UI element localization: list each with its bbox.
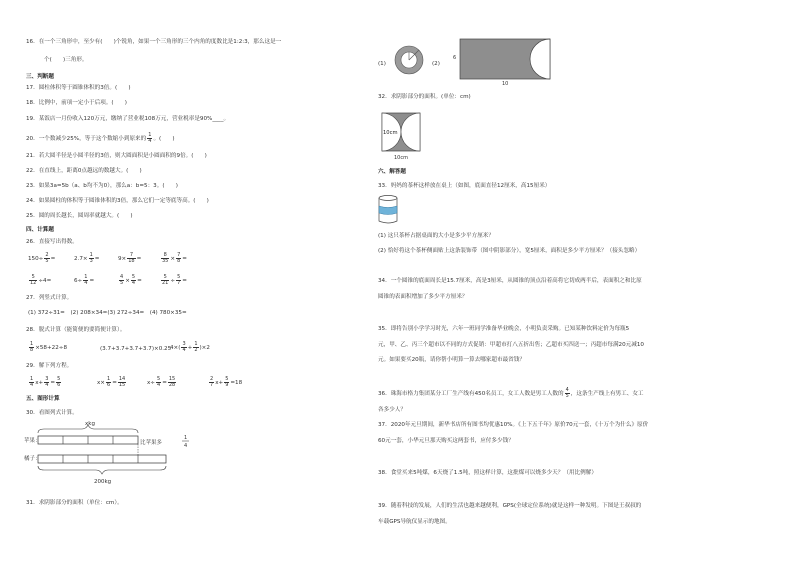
q28-c-text2: + xyxy=(187,345,193,351)
q26-r2-a-eq: ÷4= xyxy=(38,278,52,284)
fraction xyxy=(56,377,61,388)
q29-c-eq: = xyxy=(162,380,167,386)
q21: 21．若大圆半径是小圆半径的3倍，则大圆面积是小圆面积的9倍。( ) xyxy=(26,153,207,159)
fraction-num: 14 xyxy=(118,376,126,382)
fraction-den: 7 xyxy=(177,280,181,286)
q30-diagram xyxy=(24,420,199,488)
rect-semicircle-figure xyxy=(452,37,556,85)
q25: 25．圆的周长越长，圆周率就越大。( ) xyxy=(26,213,133,219)
fraction xyxy=(161,253,169,264)
fraction xyxy=(176,275,181,286)
fraction xyxy=(118,377,126,388)
q29-d-eq: =18 xyxy=(230,380,243,386)
fraction xyxy=(565,388,570,399)
fraction-num: 1 xyxy=(89,252,93,258)
q33: 33．妈妈的茶杯这样放在桌上（如图，底面直径12厘米，高15厘米） xyxy=(378,183,551,189)
q26-r1-b xyxy=(74,253,99,264)
q37-line2: 60元一套，小华元旦那天购买这两套书，应付多少钱？ xyxy=(378,438,514,444)
fraction-den: 4 xyxy=(84,280,88,286)
q26-r2-c xyxy=(118,275,142,286)
q28-c xyxy=(170,342,210,353)
fraction xyxy=(127,253,135,264)
fraction xyxy=(89,253,94,264)
fraction-num: 7 xyxy=(177,252,181,258)
xkg-label: xkg xyxy=(85,421,95,427)
q29-a-text: x+ xyxy=(35,380,44,386)
q36-line1 xyxy=(378,388,644,399)
q36-text-a: 36．珠海市格力集团某分工厂生产线有450名员工，女工人数是男工人数的 xyxy=(378,391,564,397)
q29-b-text: x× xyxy=(97,380,105,386)
fraction-den: 35 xyxy=(162,258,169,264)
more-label: 比苹果多 xyxy=(140,440,163,446)
q28-a xyxy=(28,342,67,353)
q26-r1-c-text: 9× xyxy=(118,256,127,262)
fraction-den: 21 xyxy=(162,280,169,286)
fraction xyxy=(168,377,176,388)
q26-r2-d-eq: = xyxy=(182,278,187,284)
figure-1-label: (1) xyxy=(378,61,386,67)
width-label: 10 xyxy=(502,81,509,85)
q26-r2-a xyxy=(28,275,51,286)
fraction-den: 18 xyxy=(128,258,135,264)
fraction-num: 5 xyxy=(131,274,136,280)
q35-line2: 元，甲、乙、丙三个超市以不同的方式促销：甲超市打八五折出售；乙超市买四送一；丙超市每满20元减10 xyxy=(378,342,644,348)
fraction-num: 8 xyxy=(161,253,169,259)
fraction-den: 4 xyxy=(30,382,34,388)
q17: 17．圆柱体积等于圆锥体积的3倍。( ) xyxy=(26,85,131,91)
fraction xyxy=(161,275,169,286)
orange-label: 橘子： xyxy=(24,456,41,462)
q26-r2-c-op: × xyxy=(125,278,130,284)
q27: 27．列竖式计算。 xyxy=(26,295,73,301)
fraction-num: 5 xyxy=(29,275,37,281)
section-6-title: 六、解答题 xyxy=(378,169,406,175)
fraction-num: 4 xyxy=(120,274,124,280)
q22: 22．在直线上，距离0点越远的数越大。( ) xyxy=(26,168,142,174)
q20 xyxy=(26,133,175,144)
q26-r2-b-eq: = xyxy=(89,278,95,284)
fraction-den: 4 xyxy=(157,382,161,388)
q20-fraction xyxy=(147,133,152,144)
fraction-den: 8 xyxy=(177,258,181,264)
fraction-num: 7 xyxy=(127,253,135,259)
q36-line2: 各多少人？ xyxy=(378,407,406,413)
fraction-num: 15 xyxy=(168,376,176,382)
q29-d-text: x+ xyxy=(215,380,224,386)
fraction xyxy=(106,377,111,388)
fraction-den: 4 xyxy=(45,382,49,388)
ring-figure xyxy=(393,44,425,76)
q39-line1: 39．随着科技的发展，人们的生活也越来越便利，GPS(全球定位系统)就是这样一种发明。下图是王叔叔的 xyxy=(378,503,642,509)
q26-r2-d xyxy=(160,275,187,286)
fraction-num: 1 xyxy=(30,341,34,347)
fraction-den: 28 xyxy=(168,382,176,388)
q35-line3: 元。如果要买20瓶，请你帮小明算一算去哪家超市最省钱？ xyxy=(378,357,525,363)
q28: 28．脱式计算（能简便的要简便计算）。 xyxy=(26,327,126,333)
fraction xyxy=(193,342,198,353)
q30: 30．看图列式计算。 xyxy=(26,410,78,416)
q28-c-text1: 4×( xyxy=(170,345,181,351)
square-width-label: 10cm xyxy=(394,155,408,161)
q26-r2-b-text: 6÷ xyxy=(74,278,83,284)
q39-line2: 车载GPS导航仪显示的地图。 xyxy=(378,519,451,525)
height-label: 6 xyxy=(453,55,457,61)
q29-a xyxy=(28,377,62,388)
fraction-den: 4 xyxy=(131,280,136,286)
section-5-title: 五、图形计算 xyxy=(26,396,60,402)
fraction xyxy=(29,377,34,388)
fraction xyxy=(44,377,49,388)
fraction xyxy=(131,275,136,286)
fraction-den: 8 xyxy=(30,347,34,353)
fraction-num: 2 xyxy=(45,252,49,258)
q28-b: (3.7+3.7+3.7+3.7)×0.25 xyxy=(100,346,172,352)
q20-fraction-den: 4 xyxy=(148,138,152,144)
fraction-den: 4 xyxy=(182,347,186,353)
fraction-den: 15 xyxy=(118,382,126,388)
q27-items: (1) 372÷31= (2) 208×34=(3) 272÷34= (4) 780×35= xyxy=(28,310,187,316)
q32: 32．求阴影部分的面积。(单位：cm) xyxy=(378,94,471,100)
q35-line1: 35．即将告别小学学习时光，六年一班同学准备毕业晚会，小明负责采购。已知某种饮料定价为每瓶5 xyxy=(378,326,630,332)
q26-r2-d-op: ÷ xyxy=(170,278,176,284)
q28-a-text: ×58+22÷8 xyxy=(35,345,68,351)
fraction-num: 1 xyxy=(107,376,111,382)
q33-part1: (1) 这只茶杯占据桌面的大小是多少平方厘米？ xyxy=(378,233,494,239)
q26-r1-d xyxy=(160,253,187,264)
q26-r1-b-eq: = xyxy=(94,256,100,262)
fraction-num: 2 xyxy=(210,376,214,382)
q26: 26．直接写出得数。 xyxy=(26,239,78,245)
fraction xyxy=(29,342,34,353)
fraction-den: 6 xyxy=(107,382,111,388)
q26-r1-d-eq: = xyxy=(182,256,187,262)
fraction xyxy=(176,253,181,264)
q26-r2-b xyxy=(74,275,94,286)
fraction-den: 12 xyxy=(30,280,37,286)
q31: 31．求阴影部分的面积（单位：cm）。 xyxy=(26,500,123,506)
fraction-num: 1 xyxy=(30,376,34,382)
apple-label: 苹果： xyxy=(24,438,41,444)
cup-figure xyxy=(376,194,400,226)
fraction xyxy=(29,275,37,286)
q26-r1-a xyxy=(28,253,55,264)
q29-a-eq: = xyxy=(50,380,56,386)
fraction-num: 3 xyxy=(182,341,186,347)
q29-d xyxy=(208,377,242,388)
q20-text-b: 。( ) xyxy=(153,136,175,142)
square-height-label: 10cm xyxy=(383,130,398,136)
fraction-den: 3 xyxy=(89,258,93,264)
more-fraction-num: 1 xyxy=(184,435,188,441)
q16-line1: 16．在一个三角形中，至少有( )个锐角，如果一个三角形的三个内角的度数比是1:2:3，那么这是一 xyxy=(26,39,282,45)
q29-b xyxy=(97,377,127,388)
fraction-den: 5 xyxy=(565,393,569,399)
q34-line1: 34．一个圆锥的底面周长是15.7厘米，高是3厘米，从圆锥的顶点沿着高将它切成两半后，表面积之和比原 xyxy=(378,278,642,284)
fraction-den: 9 xyxy=(225,382,229,388)
fraction xyxy=(119,275,124,286)
orange-bar xyxy=(38,455,166,463)
figure-2-label: (2) xyxy=(432,61,440,67)
q26-r1-b-text: 2.7× xyxy=(74,256,88,262)
q29-b-eq: = xyxy=(112,380,117,386)
section-4-title: 四、计算题 xyxy=(26,227,54,233)
fraction xyxy=(44,253,49,264)
fraction-num: 5 xyxy=(57,376,61,382)
q26-r1-c xyxy=(118,253,141,264)
fraction xyxy=(83,275,88,286)
fraction-num: 5 xyxy=(225,376,229,382)
fraction xyxy=(209,377,214,388)
total-brace xyxy=(38,466,166,474)
fraction-num: 1 xyxy=(194,341,198,347)
q26-r1-a-text: 150÷ xyxy=(28,256,44,262)
q28-c-text3: )×2 xyxy=(199,345,210,351)
q24: 24．如果圆柱的体积等于圆锥体积的3倍，那么它们一定等底等高。( ) xyxy=(26,198,209,204)
q36-text-b: ，这条生产线上有男工、女工 xyxy=(570,391,644,397)
q33-part2: (2) 恰好将这个茶杯侧面贴上这条装饰带（图中阴影部分），宽5厘米，面积是多少平方厘米？（接头忽略） xyxy=(378,248,641,254)
fraction-den: 7 xyxy=(210,382,214,388)
q26-r1-d-op: × xyxy=(170,256,176,262)
q29-c xyxy=(147,377,177,388)
fraction-num: 4 xyxy=(565,387,569,393)
more-fraction-den: 4 xyxy=(184,443,188,449)
q26-r1-c-eq: = xyxy=(136,256,142,262)
fraction-den: 6 xyxy=(57,382,61,388)
q26-r1-a-eq: = xyxy=(50,256,56,262)
q16-line2: 个( )三角形。 xyxy=(44,57,88,63)
fraction xyxy=(181,342,186,353)
fraction xyxy=(156,377,161,388)
q37-line1: 37．2020年元旦期间，新华书店所有图书均优惠10%。《上下五千年》原价70元一套，《十万个为什么》原价 xyxy=(378,422,649,428)
section-3-title: 三、判断题 xyxy=(26,74,54,80)
q38: 38．食堂买来5吨煤，6天烧了1.5吨，照这样计算，这批煤可以烧多少天？（用比例解） xyxy=(378,470,597,476)
fraction-den: 5 xyxy=(120,280,124,286)
q20-text-a: 20．一个数减少25%，等于这个数缩小到原来的 xyxy=(26,136,147,142)
fraction xyxy=(224,377,229,388)
q34-line2: 圆锥的表面积增加了多少平方厘米？ xyxy=(378,294,468,300)
q26-r2-c-eq: = xyxy=(137,278,142,284)
cup-rim xyxy=(379,196,397,201)
q19: 19．某饭店一月份收入120万元，缴纳了营业税108万元，营业税率是90%____。 xyxy=(26,116,230,122)
fraction-num: 1 xyxy=(84,274,88,280)
fraction-num: 5 xyxy=(161,275,169,281)
q29: 29．解下列方程。 xyxy=(26,363,73,369)
q29-c-text: x÷ xyxy=(147,380,155,386)
q18: 18．比例中，前项一定小于后项。( ) xyxy=(26,100,127,106)
fraction-num: 5 xyxy=(177,274,181,280)
fraction-num: 3 xyxy=(45,376,49,382)
q23: 23．如果3a=5b（a、b均不为0），那么a：b=5：3。( ) xyxy=(26,183,178,189)
fraction-den: 2 xyxy=(194,347,198,353)
total-label: 200kg xyxy=(94,479,112,485)
cup-band xyxy=(379,206,397,215)
q20-fraction-num: 1 xyxy=(148,132,152,138)
fraction-den: 5 xyxy=(45,258,49,264)
square-figure xyxy=(380,111,428,161)
fraction-num: 5 xyxy=(157,376,161,382)
